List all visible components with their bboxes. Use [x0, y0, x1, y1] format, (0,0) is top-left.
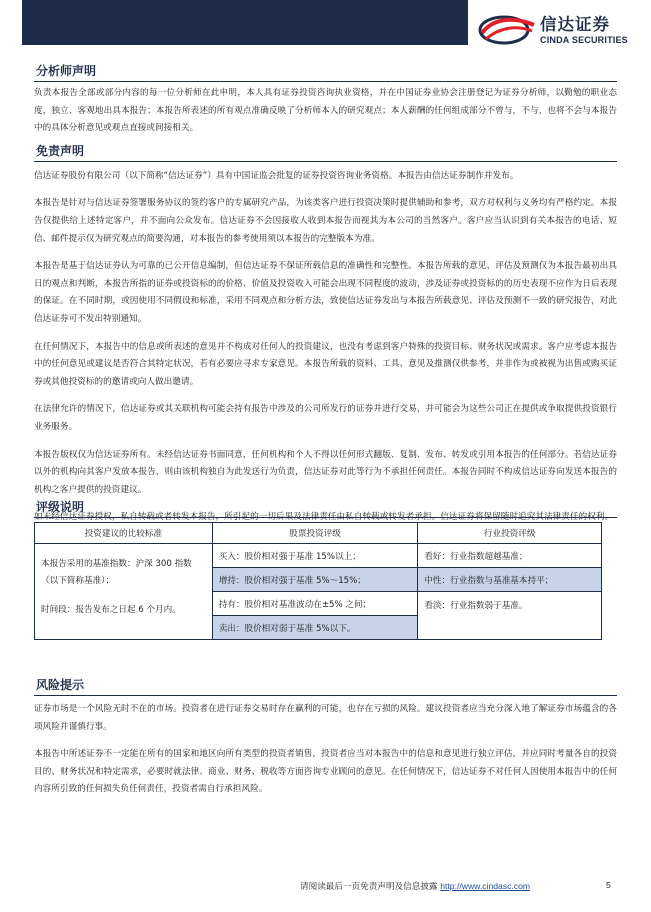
stock-rating-cell	[212, 568, 418, 592]
industry-rating-header: 行业投资评级	[418, 523, 602, 544]
rating-heading: 评级说明	[34, 498, 617, 518]
disclaimer-paragraph: 在任何情况下，本报告中的信息或所表述的意见并不构成对任何人的投资建议，也没有考虑到客户特殊的投资目标、财务状况或需求。客户应考虑本报告中的任何意见或建议是否符合其特定状况，若有必要应寻求专家意见。本报告所载的资料、工具、意见及推测仅供参考，并非作为或被视为出售或购买证券或其他投资标的的邀请或向人做出邀请。	[34, 341, 617, 387]
rating-table	[34, 522, 602, 640]
page-footer	[300, 880, 620, 892]
rating-label: 中性：	[424, 575, 451, 586]
rating-description: 股价相对强于基准 5%～15%；	[244, 575, 366, 586]
rating-table-header	[35, 523, 602, 544]
disclaimer-paragraph: 如未经信达证券授权，私自转载或者转发本报告，所引起的一切后果及法律责任由私自转载或转发者承担。信达证券将保留随时追究其法律责任的权利。	[34, 512, 614, 523]
risk-heading: 风险提示	[34, 676, 617, 696]
risk-paragraph: 证券市场是一个风险无时不在的市场。投资者在进行证券交易时存在赢利的可能，也存在亏损的风险。建议投资者应当充分深入地了解证券市场蕴含的各项风险并谨慎行事。	[34, 704, 617, 732]
time-period-text: 时间段：报告发布之日起 6 个月内。	[41, 605, 181, 615]
rating-description: 股价相对基准波动在±5% 之间；	[244, 599, 372, 610]
risk-paragraph: 本报告中所述证券不一定能在所有的国家和地区向所有类型的投资者销售，投资者应当对本报告中的信息和意见进行独立评估，并应同时考量各自的投资目的、财务状况和特定需求，必要时就法律、商业、财务、税收等方面咨询专业顾问的意见。在任何情况下，信达证券不对任何人因使用本报告中的任何内容所引致的任何损失负任何责任，投资者需自行承担风险。	[34, 749, 617, 795]
risk-section	[34, 676, 617, 799]
disclaimer-paragraph: 本报告是基于信达证券认为可靠的已公开信息编制，但信达证券不保证所载信息的准确性和完整性。本报告所载的意见、评估及预测仅为本报告最初出具日的观点和判断，本报告所指的证券或投资标的的价格、价值及投资收入可能会出现不同程度的波动，涉及证券或投资标的的历史表现不应作为日后表现的保证。在不同时期，或因使用不同假设和标准，采用不同观点和分析方法，致使信达证券发出与本报告所载意见、评估及预测不一致的研究报告，对此信达证券可不发出特别通知。	[34, 261, 617, 324]
rating-description: 行业指数与基准基本持平；	[450, 575, 554, 586]
rating-label: 看好：	[424, 551, 451, 562]
footer-notice: 请阅读最后一页免责声明及信息披露	[300, 882, 438, 892]
stock-rating-cell	[212, 616, 418, 640]
disclaimer-paragraph: 本报告是针对与信达证券签署服务协议的签约客户的专属研究产品，为该类客户进行投资决策时提供辅助和参考，双方对权利与义务均有严格约定。本报告仅提供给上述特定客户，并不面向公众发布。信达证券不会因接收人收到本报告而视其为本公司的当然客户。客户应当认识到有关本报告的电话、短信、邮件提示仅为研究观点的简要沟通，对本报告的参考使用须以本报告的完整版本为准。	[34, 198, 617, 244]
report-body	[34, 62, 617, 527]
disclaimer-paragraph: 信达证券股份有限公司（以下简称“信达证券”）具有中国证监会批复的证券投资咨询业务资格。本报告由信达证券制作并发布。	[34, 170, 519, 181]
table-row	[35, 544, 602, 568]
logo-english-name: CINDA SECURITIES	[540, 35, 628, 45]
website-link[interactable]: http://www.cindasc.com	[440, 881, 531, 891]
analyst-declaration-text: 负责本报告全部或部分内容的每一位分析师在此申明，本人具有证券投资咨询执业资格，并在中国证券业协会注册登记为证券分析师，以勤勉的职业态度，独立、客观地出具本报告；本报告所表述的所有观点准确反映了分析师本人的研究观点；本人薪酬的任何组成部分不曾与，不与，也将不会与本报告中的具体分析意见或观点直接或间接相关。	[34, 88, 617, 134]
rating-label: 持有：	[218, 599, 245, 610]
logo-chinese-name: 信达证券	[540, 15, 610, 34]
stock-rating-cell	[212, 592, 418, 616]
criteria-header: 投资建议的比较标准	[35, 523, 213, 544]
header-band	[22, 0, 468, 45]
stock-rating-cell	[212, 544, 418, 568]
industry-rating-cell	[418, 592, 602, 640]
analyst-declaration-heading: 分析师声明	[34, 62, 617, 82]
rating-description: 股价相对强于基准 15%以上；	[244, 551, 361, 562]
rating-description: 股价相对弱于基准 5%以下。	[244, 623, 356, 634]
page-number: 5	[606, 880, 611, 890]
benchmark-criteria-cell	[35, 544, 213, 640]
rating-label: 增持：	[218, 575, 245, 586]
stock-rating-header: 股票投资评级	[212, 523, 418, 544]
disclaimer-paragraph: 在法律允许的情况下，信达证券或其关联机构可能会持有报告中涉及的公司所发行的证券并进行交易，并可能会为这些公司正在提供或争取提供投资银行业务服务。	[34, 404, 617, 432]
industry-rating-cell	[418, 544, 602, 568]
rating-label: 买入：	[218, 551, 245, 562]
cinda-logo-icon	[478, 13, 536, 45]
rating-label: 看淡：	[424, 601, 451, 611]
disclaimer-paragraph: 本报告版权仅为信达证券所有。未经信达证券书面同意，任何机构和个人不得以任何形式翻版、复制、发布、转发或引用本报告的任何部分。若信达证券以外的机构向其客户发放本报告，则由该机构独自为此发送行为负责，信达证券对此等行为不承担任何责任。本报告同时不构成信达证券向发送本报告的机构之客户提供的投资建议。	[34, 449, 617, 495]
cinda-logo	[474, 11, 644, 49]
benchmark-index-text: 本报告采用的基准指数：沪深 300 指数（以下简称基准）；	[41, 559, 192, 586]
rating-section	[34, 498, 617, 518]
rating-description: 行业指数超越基准；	[450, 551, 528, 562]
rating-label: 卖出：	[218, 623, 245, 634]
top-banner	[0, 0, 651, 52]
disclaimer-heading: 免责声明	[34, 142, 617, 162]
industry-rating-cell	[418, 568, 602, 592]
rating-description: 行业指数弱于基准。	[450, 601, 528, 611]
